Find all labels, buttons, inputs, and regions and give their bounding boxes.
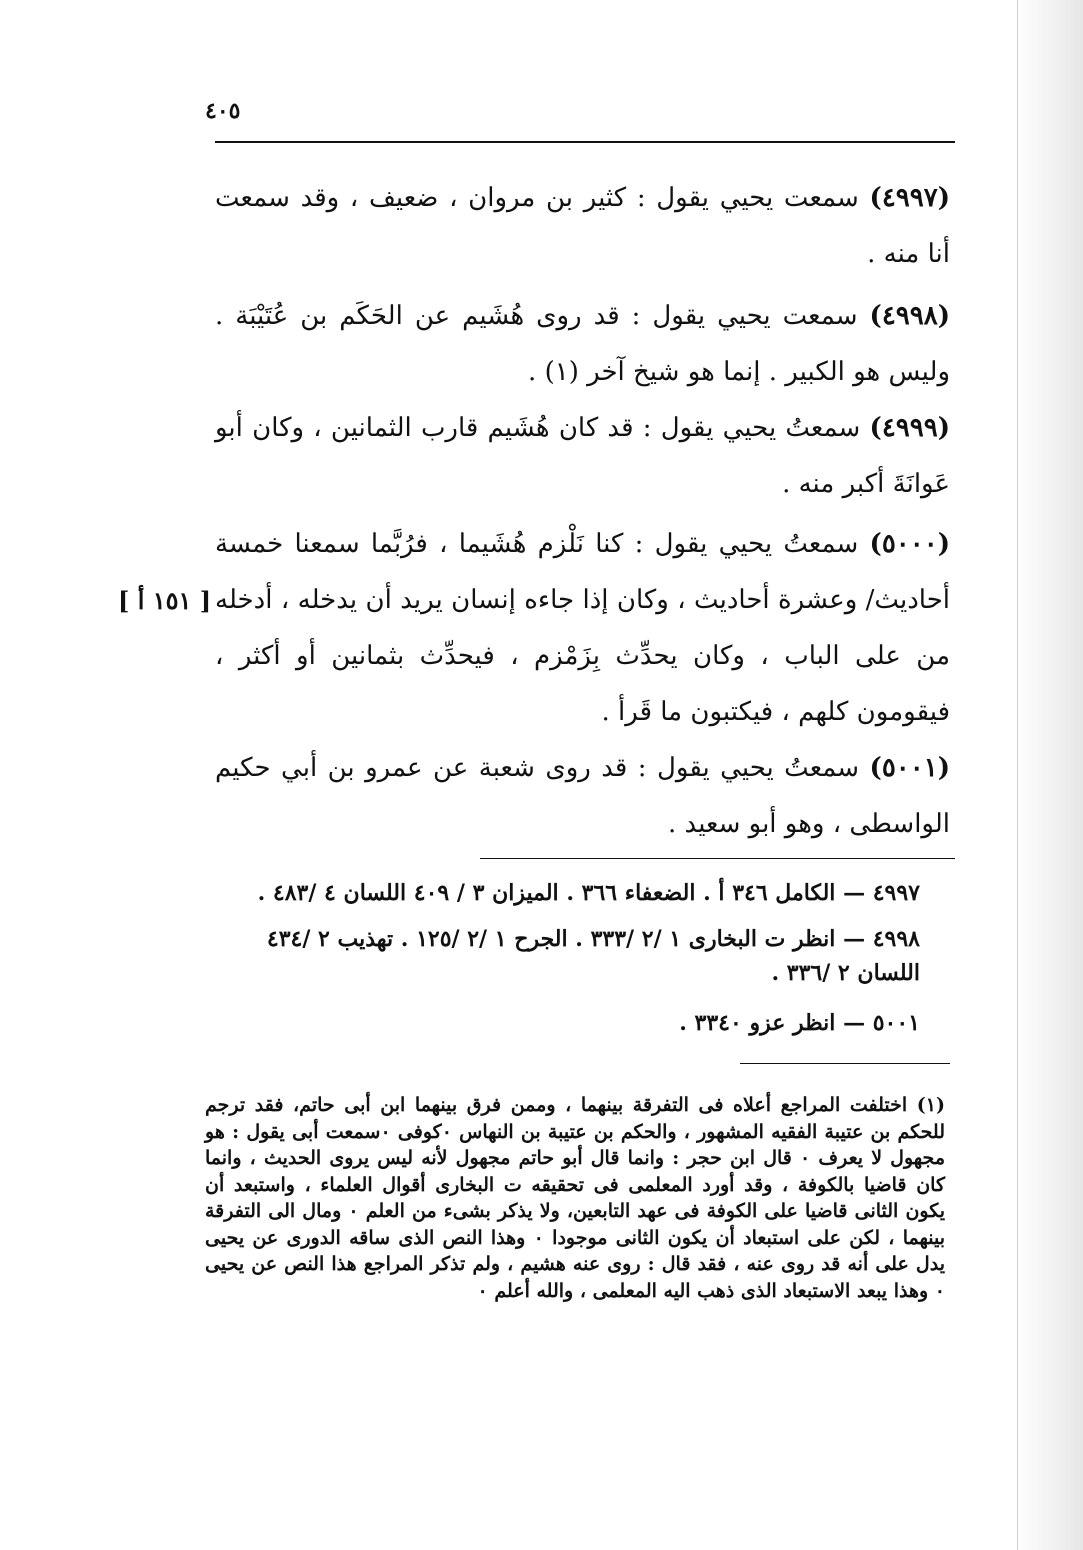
entry-number: (٥٠٠٠) — [869, 529, 951, 559]
reference-line: ٤٩٩٨ — انظر ت البخارى ١ /٢ /٣٣٣ . الجرح ١ /٢ /١٢٥ . تهذيب ٢ /٤٣٤ اللسان ٢ /٣٣٦ . — [266, 926, 920, 986]
header-rule — [215, 141, 955, 143]
narration-entry — [215, 740, 950, 852]
entry-number: (٤٩٩٩) — [869, 413, 951, 443]
footnote: (١) اختلفت المراجع أعلاه فى التفرقة بينهما ، وممن فرق بينهما ابن أبى حاتم، فقد ترجم للحكم بن عتيبة الفقيه المشهور ، والحكم بن عتيبة بن النهاس ٠كوفى ٠سمعت أبى يقول : هو مجهول لا يعرف ٠ قال ابن حجر : وانما قال أبو حاتم مجهول لأنه ليس يروى الحديث ، وانما كان قاضيا بالكوفة ، وقد أورد المعلمى فى تحقيقه ت البخارى أقوال العلماء ، واستبعد أن يكون الثانى قاضيا على الكوفة فى عهد التابعين، ولا يذكر بشىء من العلم ٠ ومال الى التفرقة بينهما ، لكن على استبعاد أن يكون الثانى موجودا ٠ وهذا النص الذى ساقه الدورى عن يحيى يدل على أنه قد روى عنه ، فقد قال : روى عنه هشيم ، ولم تذكر المراجع هذا النص عن يحيى ٠ وهذا يبعد الاستبعاد الذى ذهب اليه المعلمى ، والله أعلم ٠ — [205, 1094, 946, 1302]
narration-entry — [215, 170, 950, 282]
entry-number: (٤٩٩٨) — [869, 301, 950, 331]
page-number: ٤٠٥ — [205, 98, 241, 124]
narration-entry — [215, 516, 950, 740]
page-edge-line — [1017, 0, 1018, 1550]
entry-number: (٥٠٠١) — [869, 753, 951, 783]
entry-text: سمعتُ يحيي يقول : كنا نَلْزم هُشَيما ، فرُبَّما سمعنا خمسة أحاديث/ وعشرة أحاديث ، وكان إذا جاءه إنسان يريد أن يدخله ، أدخله من على الباب ، وكان يحدِّث بِزَمْزم ، فيحدِّث بثمانين أو أكثر ، فيقومون كلهم ، فيكتبون ما قَرأ . — [215, 529, 950, 727]
footnote-rule — [740, 1063, 950, 1064]
entry-text: سمعت يحيي يقول : قد روى هُشَيم عن الحَكَم بن عُتَيْبَة . وليس هو الكبير . إنما هو شيخ آخر (١) . — [215, 301, 950, 387]
page-edge-shadow — [1013, 0, 1083, 1550]
entry-text: سمعتُ يحيي يقول : قد روى شعبة عن عمرو بن أبي حكيم الواسطى ، وهو أبو سعيد . — [215, 753, 950, 839]
manuscript-folio-marker: [ ١٥١ أ ] — [118, 586, 212, 615]
reference-line: ٥٠٠١ — انظر عزو ٣٣٤٠ . — [679, 1010, 920, 1036]
entry-text: سمعتُ يحيي يقول : قد كان هُشَيم قارب الثمانين ، وكان أبو عَوانَةَ أكبر منه . — [215, 413, 950, 499]
references-rule — [480, 858, 955, 859]
narration-entry — [215, 288, 950, 400]
narration-entry — [215, 400, 950, 512]
reference-line: ٤٩٩٧ — الكامل ٣٤٦ أ . الضعفاء ٣٦٦ . الميزان ٣ / ٤٠٩ اللسان ٤ /٤٨٣ . — [257, 880, 920, 906]
entry-number: (٤٩٩٧) — [869, 183, 950, 213]
entry-text: سمعت يحيي يقول : كثير بن مروان ، ضعيف ، وقد سمعت أنا منه . — [215, 183, 950, 269]
